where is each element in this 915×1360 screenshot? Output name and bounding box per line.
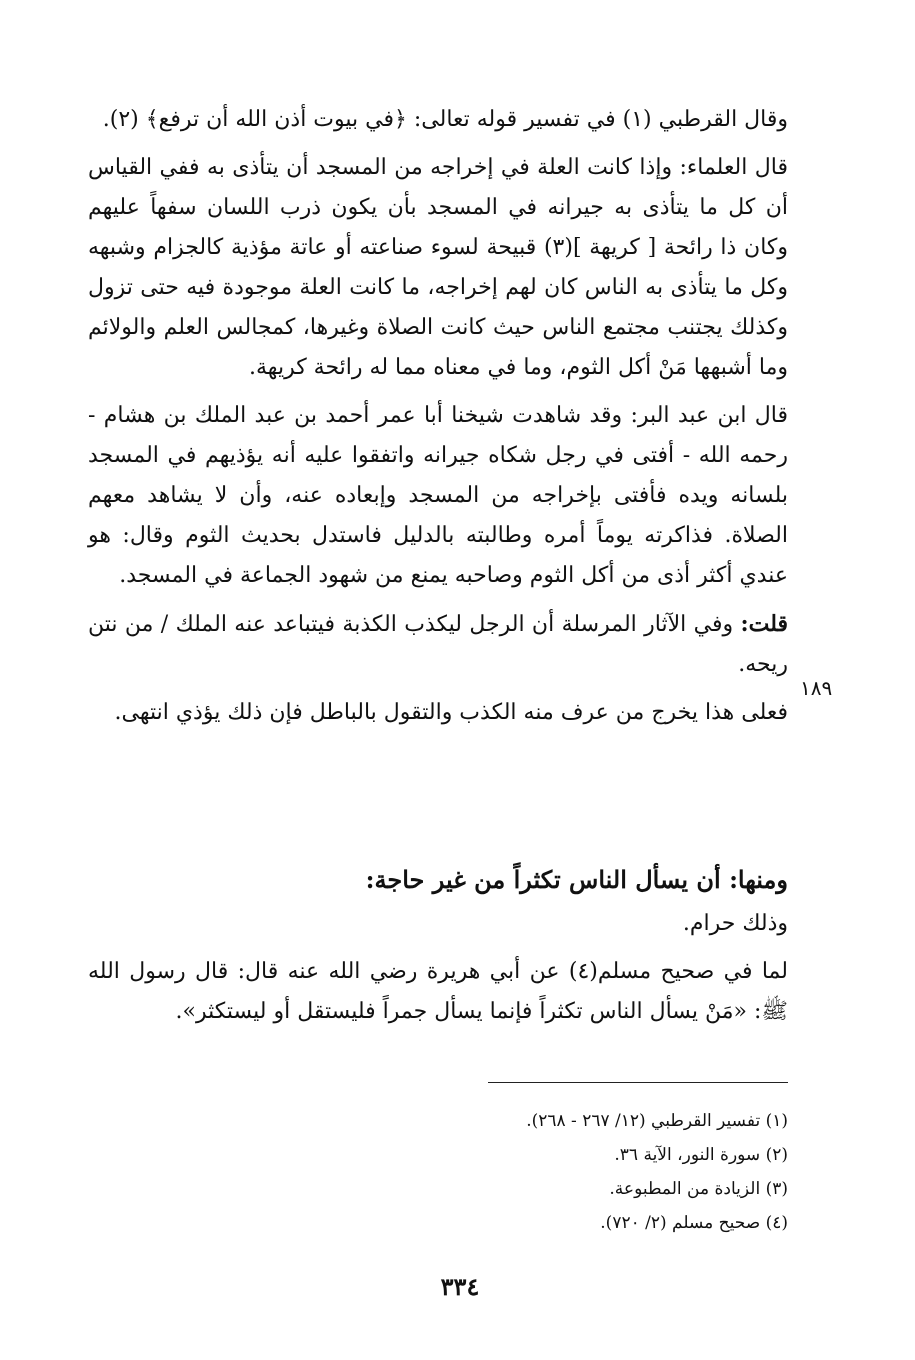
footnote-4: (٤) صحيح مسلم (٢/ ٧٢٠). [600,1213,788,1233]
page-number: ٣٣٤ [440,1272,480,1301]
footnotes [400,1104,788,1240]
paragraph-qurtubi: وقال القرطبي (١) في تفسير قوله تعالى: ﴿في بيوت أذن الله أن ترفع﴾ (٢). [102,107,788,132]
paragraph-haram: وذلك حرام. [682,911,788,936]
paragraph-ibn-abd-al-barr: قال ابن عبد البر: وقد شاهدت شيخنا أبا عمر أحمد بن عبد الملك بن هشام - رحمه الله - أفتى في رجل شكاه جيرانه واتفقوا عليه أنه يؤذيهم في المسجد بلسانه ويده فأفتى بإخراجه من المسجد وإبعاده عنه، وأن لا يشاهد معهم الصلاة. فذاكرته يوماً أمره وطالبته بالدليل فاستدل بحديث الثوم وقال: هو عندي أكثر أذى من أكل الثوم وصاحبه يمنع من شهود الجماعة في المسجد. [88,403,788,588]
main-text-bottom [88,904,788,1032]
paragraph-ulama: قال العلماء: وإذا كانت العلة في إخراجه من المسجد أن يتأذى به ففي القياس أن كل ما يتأذى به جيرانه في المسجد بأن يكون ذرب اللسان سفهاً عليهم وكان ذا رائحة [ كريهة ](٣) قبيحة لسوء صناعته أو عاتة مؤذية كالجزام وشبهه وكل ما يتأذى به الناس كان لهم إخراجه، ما كانت العلة موجودة فيه حتى تزول وكذلك يجتنب مجتمع الناس حيث كانت الصلاة وغيرها، كمجالس العلم والولائم وما أشبهها مَنْ أكل الثوم، وما في معناه مما له رائحة كريهة. [88,155,789,380]
qultu-lead: قلت: [740,611,788,637]
footnote-2: (٢) سورة النور، الآية ٣٦. [614,1145,788,1165]
paragraph-qultu [88,604,788,685]
footnote-divider [488,1082,788,1083]
manuscript-folio-number: ١٨٩ [800,676,833,700]
main-text-top [88,100,788,733]
footnote-3: (٣) الزيادة من المطبوعة. [609,1179,788,1199]
paragraph-sahih-muslim: لما في صحيح مسلم(٤) عن أبي هريرة رضي الله عنه قال: قال رسول الله ﷺ: «مَنْ يسأل الناس تكثراً فإنما يسأل جمراً فليستقل أو ليستكثر». [88,959,788,1024]
footnote-1: (١) تفسير القرطبي (١٢/ ٢٦٧ - ٢٦٨). [526,1111,788,1131]
section-heading: ومنها: أن يسأل الناس تكثراً من غير حاجة: [365,865,788,894]
qultu-text: وفي الآثار المرسلة أن الرجل ليكذب الكذبة فيتباعد عنه الملك / من نتن ريحه. [88,612,788,677]
paragraph-conclusion: فعلى هذا يخرج من عرف منه الكذب والتقول بالباطل فإن ذلك يؤذي انتهى. [114,700,788,725]
